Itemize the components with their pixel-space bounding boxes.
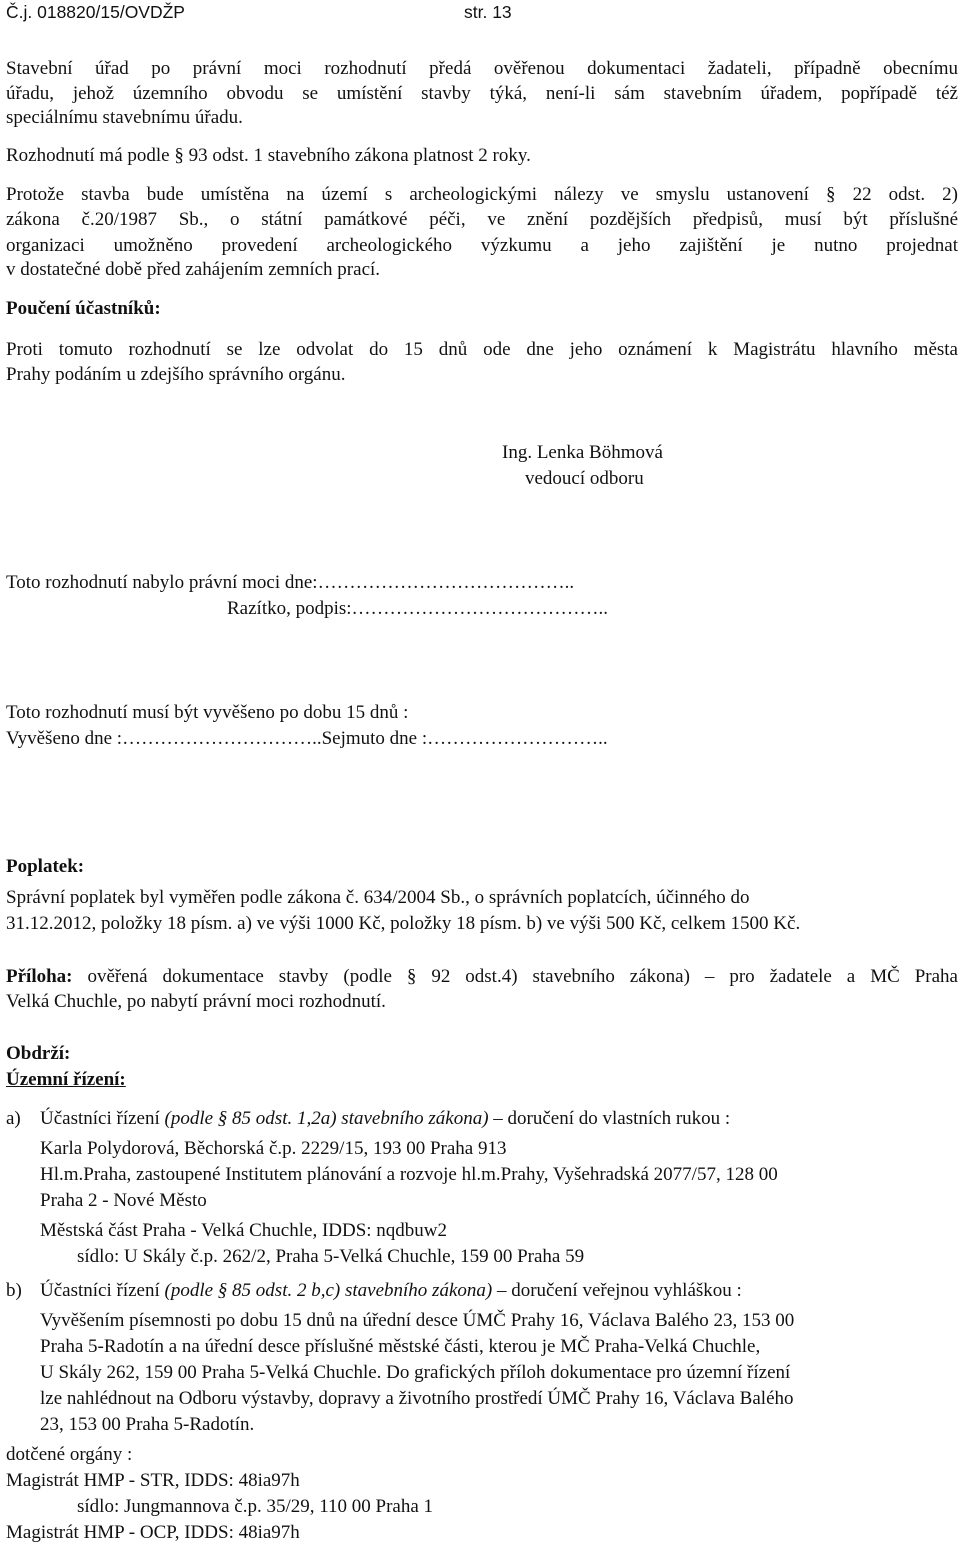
public-notice-line: Vyvěšením písemnosti po dobu 15 dnů na úřední desce ÚMČ Prahy 16, Václava Balého 23, 153 00 [40, 1310, 795, 1331]
recipient-line: sídlo: U Skály č.p. 262/2, Praha 5-Velká Chuchle, 159 00 Praha 59 [77, 1246, 585, 1267]
stamp-signature-line: Razítko, podpis:………………………………….. [227, 598, 609, 619]
paragraph-line: organizaci umožněno provedení archeologického výzkumu a jeho zajištění je nutno projednat [6, 235, 958, 256]
instruction-heading: Poučení účastníků: [6, 298, 161, 319]
authority-line: Magistrát HMP - STR, IDDS: 48ia97h [6, 1470, 300, 1491]
paragraph-line: Prahy podáním u zdejšího správního orgánu. [6, 364, 346, 385]
recipient-line: Hl.m.Praha, zastoupené Institutem plánování a rozvoje hl.m.Prahy, Vyšehradská 2077/57, 128 00 [40, 1164, 778, 1185]
validity-paragraph: Rozhodnutí má podle § 93 odst. 1 stavebního zákona platnost 2 roky. [6, 145, 531, 166]
fee-line: Správní poplatek byl vyměřen podle zákona č. 634/2004 Sb., o správních poplatcích, účinného do [6, 887, 750, 908]
recipient-line: Karla Polydorová, Běchorská č.p. 2229/15, 193 00 Praha 913 [40, 1138, 507, 1159]
list-marker-a: a) [6, 1108, 21, 1129]
signatory-title: vedoucí odboru [525, 468, 644, 489]
list-marker-b: b) [6, 1280, 22, 1301]
fee-line: 31.12.2012, položky 18 písm. a) ve výši 1000 Kč, položky 18 písm. b) ve výši 500 Kč, celkem 1500 Kč. [6, 913, 801, 934]
paragraph-line: Proti tomuto rozhodnutí se lze odvolat do 15 dnů ode dne jeho oznámení k Magistrátu hlavního města [6, 339, 958, 360]
paragraph-line: úřadu, jehož územního obvodu se umístění stavby týká, není-li sám stavebním úřadem, popřípadě též [6, 83, 958, 104]
attachment-line: Příloha: ověřená dokumentace stavby (podle § 92 odst.4) stavebního zákona) – pro žadatele a MČ Praha [6, 966, 958, 987]
legal-force-line: Toto rozhodnutí nabylo právní moci dne:………………………………….. [6, 572, 575, 593]
recipient-line: Městská část Praha - Velká Chuchle, IDDS: nqdbuw2 [40, 1220, 448, 1241]
paragraph-line: zákona č.20/1987 Sb., o státní památkové péči, ve znění pozdějších předpisů, musí být příslušné [6, 209, 959, 230]
fee-heading: Poplatek: [6, 856, 85, 877]
paragraph-line: Stavební úřad po právní moci rozhodnutí předá ověřenou dokumentaci žadateli, případně obecnímu [6, 58, 958, 79]
authority-line: sídlo: Jungmannova č.p. 35/29, 110 00 Praha 1 [77, 1496, 434, 1517]
posting-line: Toto rozhodnutí musí být vyvěšeno po dobu 15 dnů : [6, 702, 409, 723]
paragraph-line: speciálnímu stavebnímu úřadu. [6, 107, 243, 128]
public-notice-line: Praha 5-Radotín a na úřední desce příslušné městské části, kterou je MČ Praha-Velká Chuchle, [40, 1336, 761, 1357]
participants-b-heading: Účastníci řízení (podle § 85 odst. 2 b,c) stavebního zákona) – doručení veřejnou vyhláškou : [40, 1280, 742, 1301]
page-number: str. 13 [464, 2, 512, 22]
signatory-name: Ing. Lenka Böhmová [502, 442, 663, 463]
public-notice-line: lze nahlédnout na Odboru výstavby, dopravy a životního prostředí ÚMČ Prahy 16, Václava Balého [40, 1388, 794, 1409]
recipient-line: Praha 2 - Nové Město [40, 1190, 207, 1211]
territorial-proceeding-heading: Územní řízení: [6, 1069, 126, 1090]
public-notice-line: U Skály 262, 159 00 Praha 5-Velká Chuchle. Do grafických příloh dokumentace pro územní řízení [40, 1362, 791, 1383]
posting-dates-line: Vyvěšeno dne :…………………………..Sejmuto dne :……………………….. [6, 728, 608, 749]
paragraph-line: Protože stavba bude umístěna na území s archeologickými nálezy ve smyslu ustanovení § 22 odst. 2) [6, 184, 958, 205]
public-notice-line: 23, 153 00 Praha 5-Radotín. [40, 1414, 255, 1435]
law-reference: zákona č.20/1987 Sb. [6, 209, 204, 230]
authority-line: Magistrát HMP - OCP, IDDS: 48ia97h [6, 1522, 300, 1543]
receives-heading: Obdrží: [6, 1043, 71, 1064]
reference-number: Č.j. 018820/15/OVDŽP [6, 2, 185, 22]
participants-a-heading: Účastníci řízení (podle § 85 odst. 1,2a) stavebního zákona) – doručení do vlastních rukou : [40, 1108, 731, 1129]
paragraph-line: v dostatečné době před zahájením zemních prací. [6, 259, 381, 280]
authorities-label: dotčené orgány : [6, 1444, 133, 1465]
attachment-line: Velká Chuchle, po nabytí právní moci rozhodnutí. [6, 991, 386, 1012]
